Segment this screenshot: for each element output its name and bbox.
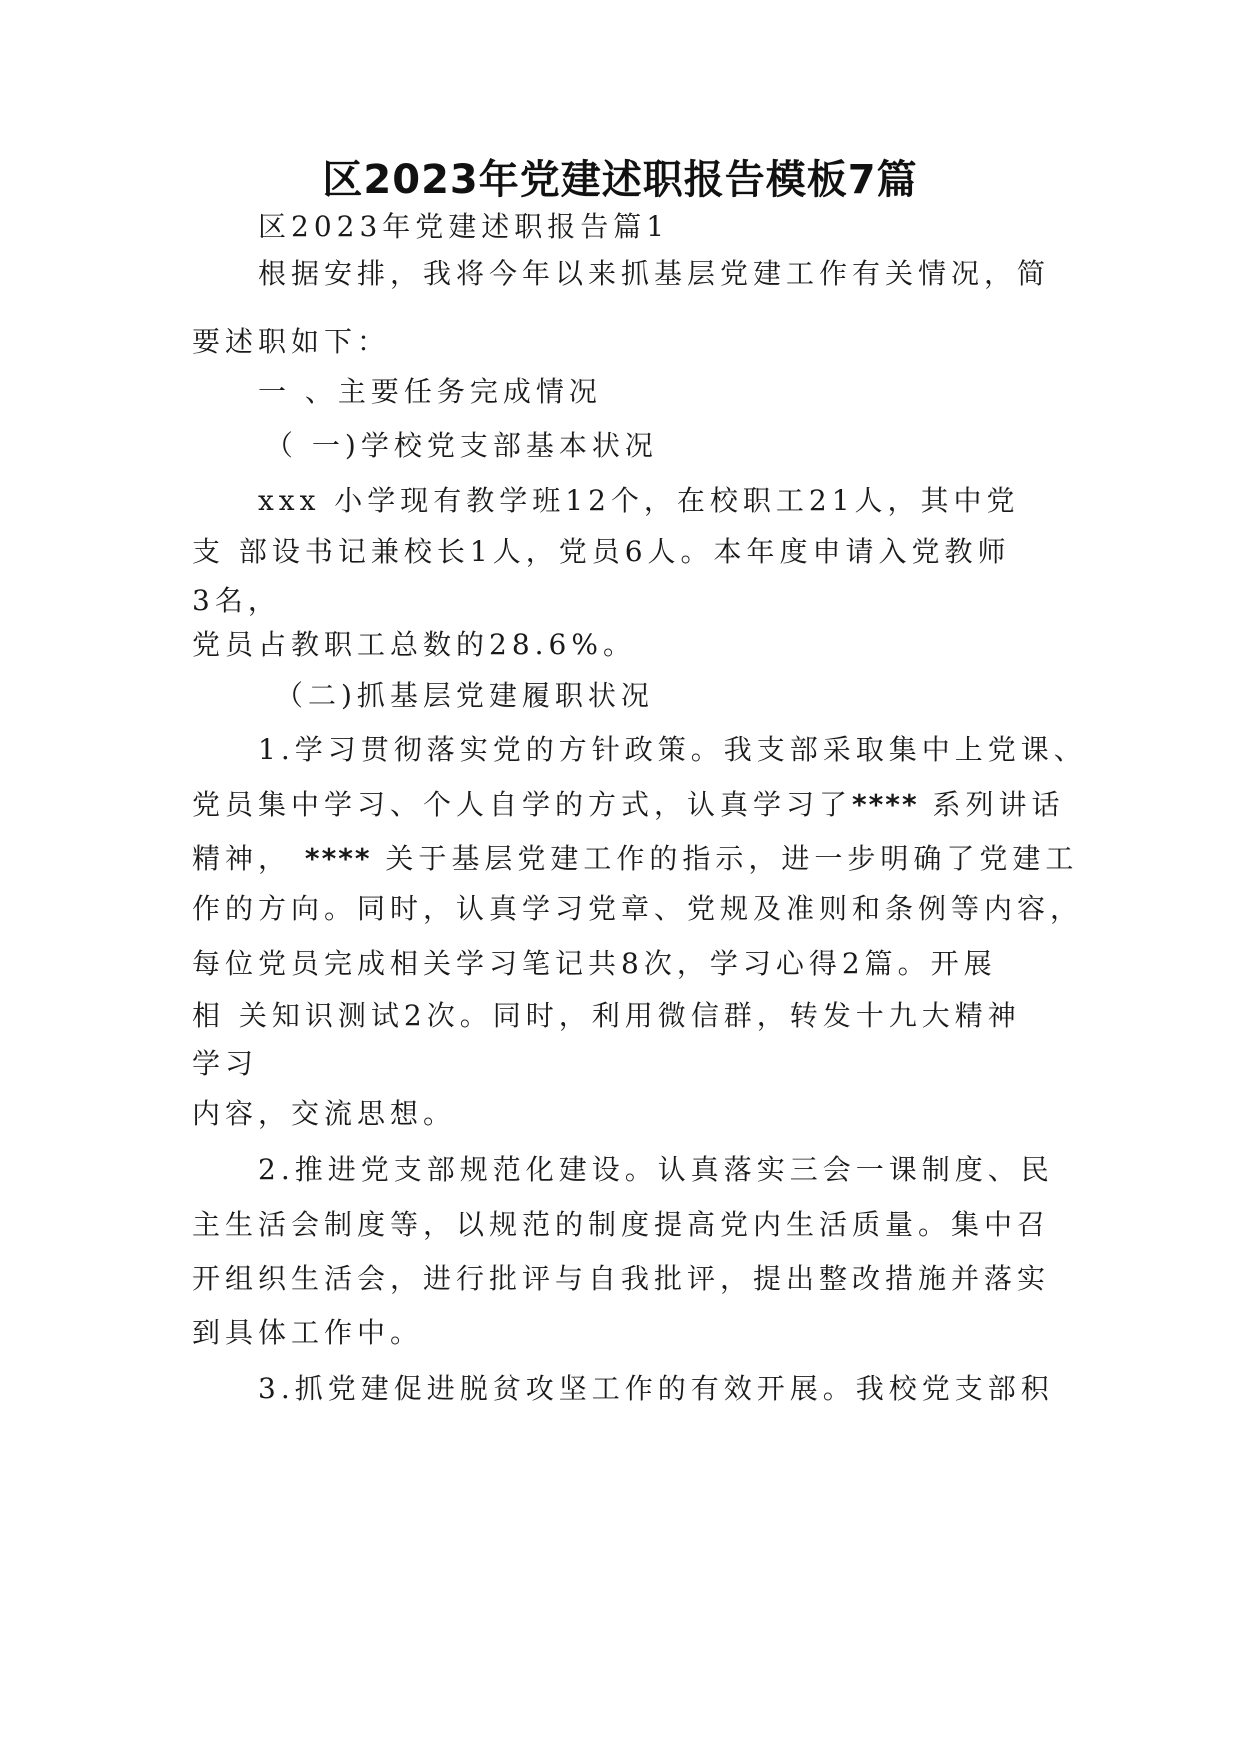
paragraph-line: 内容，交流思想。 [192,1097,457,1130]
redacted-text: **** [304,842,372,875]
paragraph-line: 到具体工作中。 [192,1316,424,1349]
paragraph-line: 3.抓党建促进脱贫攻坚工作的有效开展。我校党支部积 [258,1372,1054,1405]
paragraph-line: 3名， [192,584,281,617]
paragraph-line: 党员占教职工总数的28.6%。 [192,628,636,661]
paragraph-line: 每位党员完成相关学习笔记共8次，学习心得2篇。开展 [192,947,997,980]
paragraph-line: 作的方向。同时，认真学习党章、党规及准则和条例等内容， [192,892,1084,925]
section-heading: 区2023年党建述职报告篇1 [258,210,670,243]
paragraph-line: xxx 小学现有教学班12个，在校职工21人，其中党 [258,484,1020,517]
line-text: 精神， [192,842,292,875]
line-text: 系列讲话 [932,788,1065,821]
paragraph-line: 根据安排，我将今年以来抓基层党建工作有关情况，简 [258,257,1051,290]
paragraph-line: 开组织生活会，进行批评与自我批评，提出整改措施并落实 [192,1262,1051,1295]
paragraph-line [192,839,1078,879]
section-heading: 一 、主要任务完成情况 [258,375,602,408]
paragraph-line: 2.推进党支部规范化建设。认真落实三会一课制度、民 [258,1153,1054,1186]
line-text: 党员集中学习、个人自学的方式，认真学习了 [192,788,853,821]
document-title: 区2023年党建述职报告模板7篇 [322,157,918,203]
line-text: 关于基层党建工作的指示，进一步明确了党建工 [385,842,1079,875]
paragraph-line: 主生活会制度等，以规范的制度提高党内生活质量。集中召 [192,1208,1051,1241]
paragraph-line: 1.学习贯彻落实党的方针政策。我支部采取集中上党课、 [258,733,1087,766]
paragraph-line: 学习 [192,1047,259,1080]
redacted-text: **** [852,788,919,821]
paragraph-line: 支 部设书记兼校长1人，党员6人。本年度申请入党教师 [192,535,1011,568]
paragraph-line: 相 关知识测试2次。同时，利用微信群，转发十九大精神 [192,999,1021,1032]
subsection-heading: （二)抓基层党建履职状况 [275,679,654,712]
subsection-heading: （ 一)学校党支部基本状况 [265,429,658,462]
paragraph-line: 要述职如下： [192,325,391,358]
paragraph-line [192,785,1065,825]
